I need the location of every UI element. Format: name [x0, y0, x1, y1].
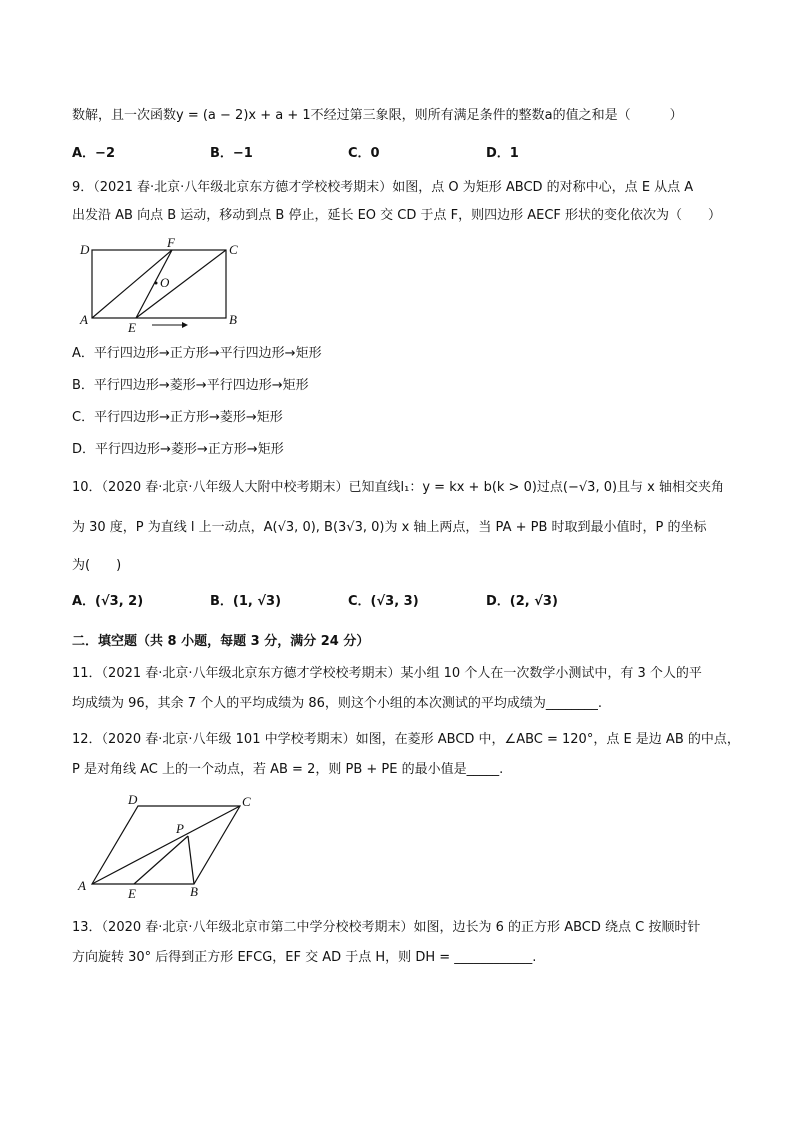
q8-option-c[interactable]: C．0 [348, 146, 380, 161]
q9-option-d[interactable]: D．平行四边形→菱形→正方形→矩形 [72, 442, 284, 457]
label-f: F [167, 236, 175, 250]
q12-line-1: 12．（2020 春·北京·八年级 101 中学校考期末）如图，在菱形 ABCD 中，∠ABC = 120°，点 E 是边 AB 的中点， [72, 732, 740, 747]
q12-rhombus-figure [72, 792, 272, 902]
diagonal-ac [92, 806, 240, 884]
q9-option-c[interactable]: C．平行四边形→正方形→菱形→矩形 [72, 410, 283, 425]
q10-line-2: 为 30 度，P 为直线 l 上一动点，A(√3, 0), B(3√3, 0)为 x 轴上两点，当 PA + PB 时取到最小值时，P 的坐标 [72, 520, 707, 535]
arrow-head [182, 322, 188, 328]
label-e: E [128, 886, 136, 901]
q10-option-b[interactable]: B．(1, √3) [210, 594, 282, 609]
label-a: A [80, 312, 88, 327]
label-e: E [128, 320, 136, 335]
q8-option-b[interactable]: B．−1 [210, 146, 253, 161]
rectangle-abcd [92, 250, 226, 318]
q10-line-1: 10．（2020 春·北京·八年级人大附中校考期末）已知直线l₁：y = kx + b(k > 0)过点(−√3, 0)且与 x 轴相交夹角 [72, 480, 725, 495]
q13-line-2: 方向旋转 30° 后得到正方形 EFCG，EF 交 AD 于点 H，则 DH = ____________. [72, 950, 537, 965]
segment-pe [134, 836, 188, 884]
q11-line-1: 11．（2021 春·北京·八年级北京东方德才学校校考期末）某小组 10 个人在一次数学小测试中，有 3 个人的平 [72, 666, 702, 681]
q9-rectangle-figure [72, 236, 252, 336]
label-o: O [160, 275, 170, 290]
q9-line-2: 出发沿 AB 向点 B 运动，移动到点 B 停止，延长 EO 交 CD 于点 F，则四边形 AECF 形状的变化依次为（ ） [72, 208, 722, 223]
segment-ec [136, 250, 226, 318]
q13-line-1: 13．（2020 春·北京·八年级北京市第二中学分校校考期末）如图，边长为 6 的正方形 ABCD 绕点 C 按顺时针 [72, 920, 701, 935]
q8-option-d[interactable]: D．1 [486, 146, 519, 161]
label-a: A [78, 878, 86, 893]
q10-option-d[interactable]: D．(2, √3) [486, 594, 558, 609]
point-o [155, 282, 158, 285]
q11-line-2: 均成绩为 96，其余 7 个人的平均成绩为 86，则这个小组的本次测试的平均成绩为________. [72, 696, 603, 711]
section-title-fill-in: 二．填空题（共 8 小题，每题 3 分，满分 24 分） [72, 634, 370, 649]
label-c: C [242, 794, 251, 809]
label-d: D [80, 242, 90, 257]
q9-option-a[interactable]: A．平行四边形→正方形→平行四边形→矩形 [72, 346, 322, 361]
label-b: B [229, 312, 237, 327]
q9-line-1: 9．（2021 春·北京·八年级北京东方德才学校校考期末）如图，点 O 为矩形 ABCD 的对称中心，点 E 从点 A [72, 180, 694, 195]
label-c: C [229, 242, 238, 257]
segment-pb [188, 836, 194, 884]
label-b: B [190, 884, 198, 899]
label-d: D [128, 792, 138, 807]
q8-continuation-line: 数解，且一次函数y = (a − 2)x + a + 1不经过第三象限，则所有满足条件的整数a的值之和是（ ） [72, 108, 683, 123]
q9-option-b[interactable]: B．平行四边形→菱形→平行四边形→矩形 [72, 378, 309, 393]
q10-option-a[interactable]: A．(√3, 2) [72, 594, 144, 609]
q10-line-3: 为( ) [72, 558, 122, 573]
q8-option-a[interactable]: A．−2 [72, 146, 115, 161]
q12-line-2: P 是对角线 AC 上的一个动点，若 AB = 2，则 PB + PE 的最小值是_____. [72, 762, 504, 777]
label-p: P [176, 821, 184, 836]
q10-option-c[interactable]: C．(√3, 3) [348, 594, 419, 609]
